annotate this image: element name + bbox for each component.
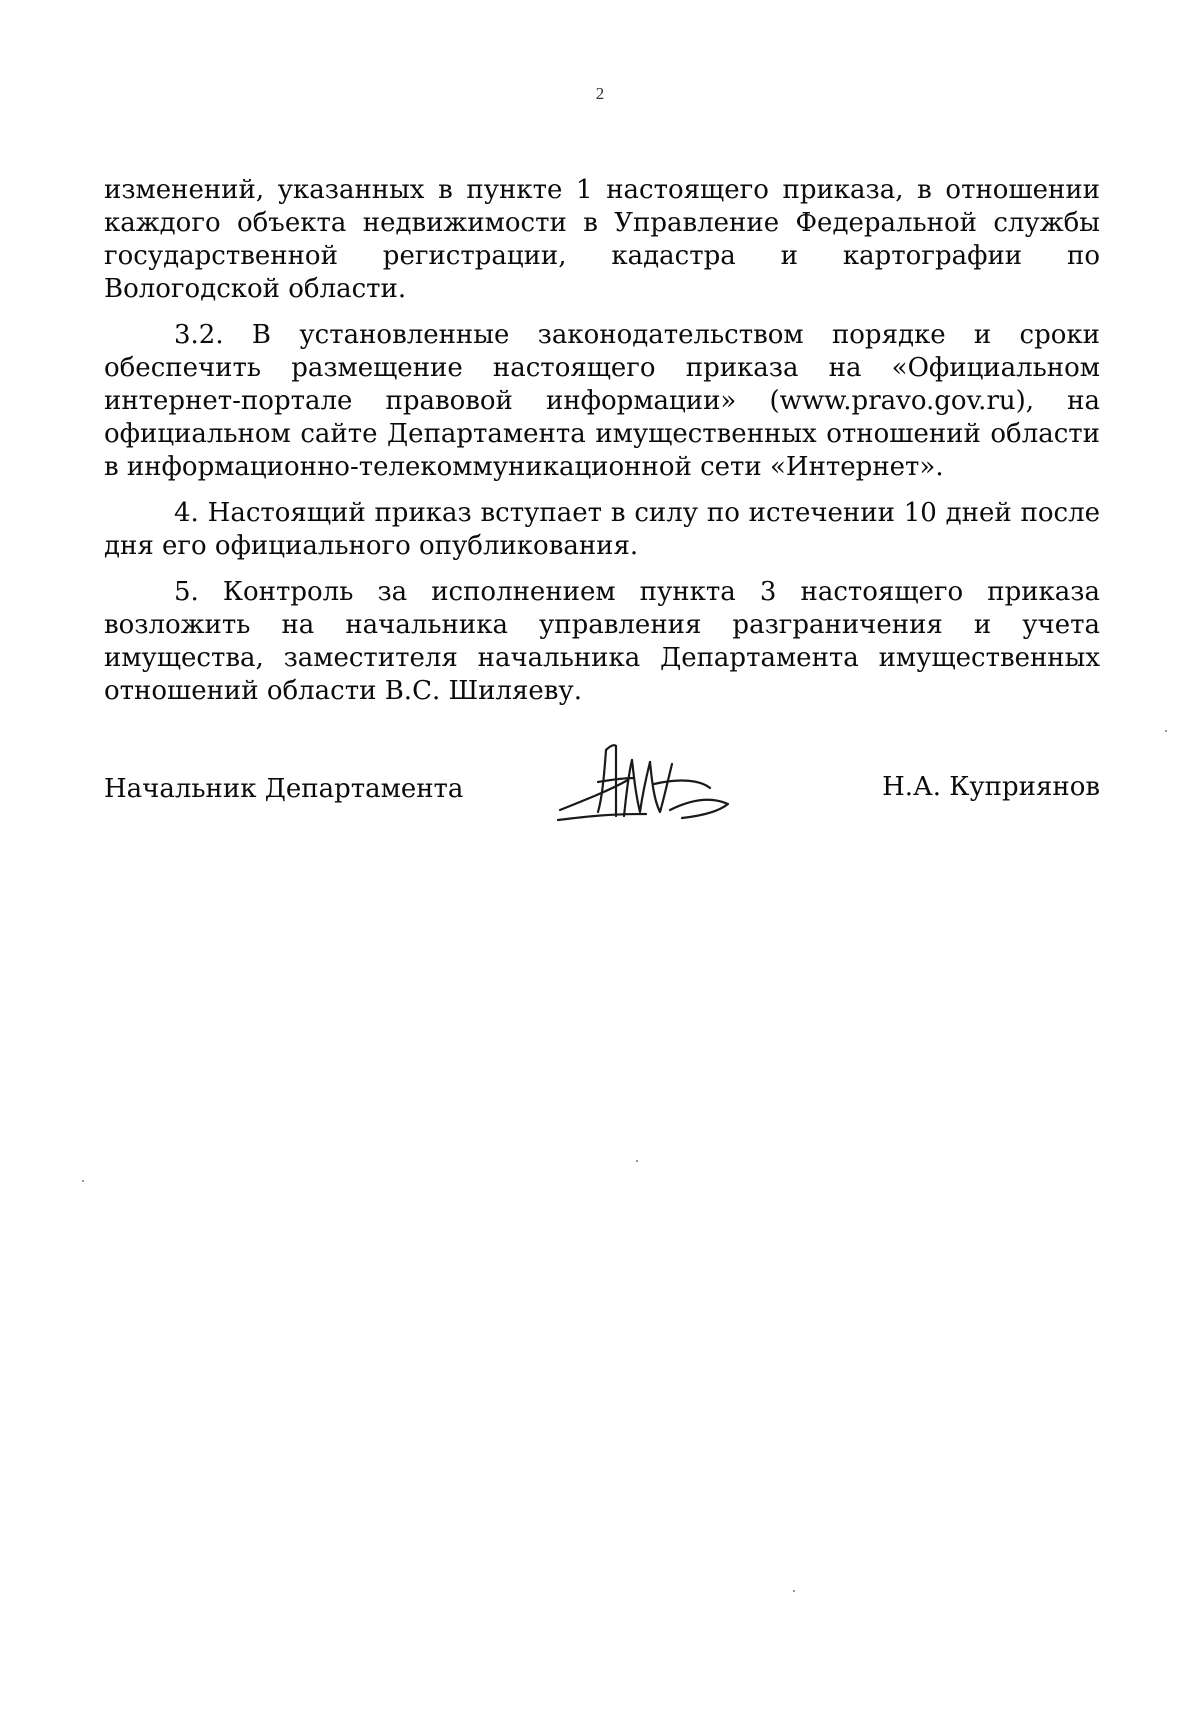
page-number: 2 <box>595 84 605 103</box>
scan-speck <box>82 1180 84 1182</box>
signature-block <box>104 738 1100 838</box>
scan-speck <box>793 1590 795 1592</box>
scan-speck <box>1165 730 1167 732</box>
signatory-position: Начальник Департамента <box>104 774 464 804</box>
paragraph-5: 5. Контроль за исполнением пункта 3 настоящего приказа возложить на начальника управления разграничения и учета имущества, заместителя начальника Департамента имущественных отношений области В.С. Шиляеву. <box>104 577 1100 706</box>
handwritten-signature-icon <box>550 738 740 838</box>
paragraph-continuation: изменений, указанных в пункте 1 настоящего приказа, в отношении каждого объекта недвижимости в Управление Федеральной службы государственной регистрации, кадастра и картографии по Вологодской области. <box>104 175 1100 304</box>
paragraph-3-2: 3.2. В установленные законодательством порядке и сроки обеспечить размещение настоящего приказа на «Официальном интернет-портале правовой информации» (www.pravo.gov.ru), на официальном сайте Департамента имущественных отношений области в информационно-телекоммуникационной сети «Интернет». <box>104 320 1100 482</box>
scan-speck <box>636 1160 638 1162</box>
document-body <box>104 174 1100 721</box>
signatory-name: Н.А. Куприянов <box>882 772 1100 802</box>
paragraph-4: 4. Настоящий приказ вступает в силу по истечении 10 дней после дня его официального опубликования. <box>104 498 1100 561</box>
